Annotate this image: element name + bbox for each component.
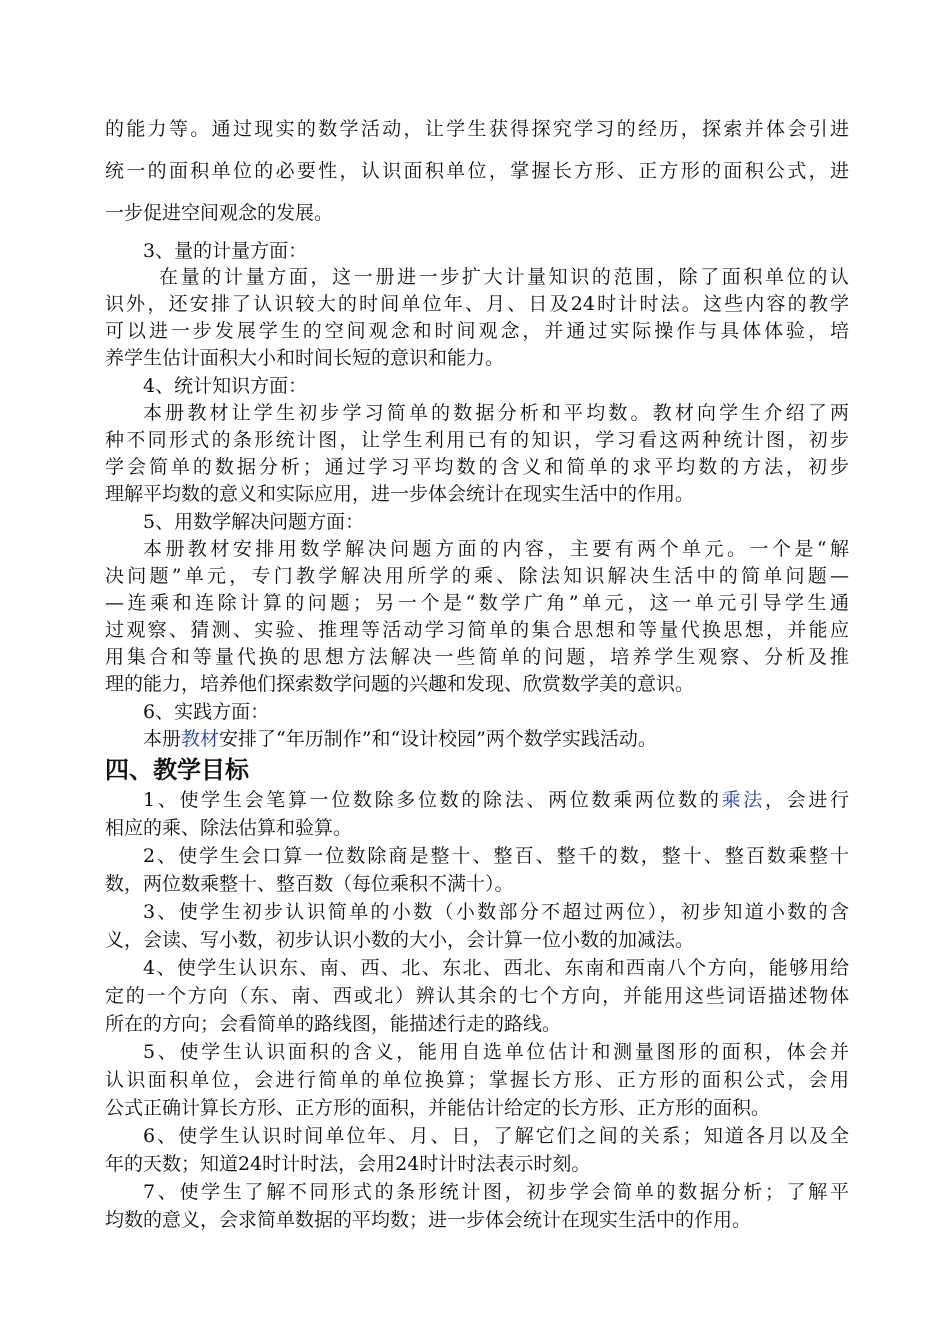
section-heading-teaching-goals: 四、教学目标 <box>105 756 249 784</box>
goal-6-line-2: 年的天数；知道24时计时法，会用24时计时法表示时刻。 <box>105 1153 591 1175</box>
goal-1-line-2: 相应的乘、除法估算和验算。 <box>105 817 353 839</box>
section-title-practice: 6、实践方面： <box>143 701 270 723</box>
goal-5-line-1: 5、使学生认识面积的含义，能用自选单位估计和测量图形的面积，体会并 <box>143 1041 849 1063</box>
goal-1-text-b: ，会进行 <box>764 789 849 811</box>
textbook-link[interactable]: 教材 <box>181 728 220 750</box>
statistics-line-4: 理解平均数的意义和实际应用，进一步体会统计在现实生活中的作用。 <box>105 483 695 505</box>
measure-line-3: 可以进一步发展学生的空间观念和时间观念，并通过实际操作与具体体验，培 <box>105 320 849 342</box>
intro-line-3: 一步促进空间观念的发展。 <box>105 202 334 224</box>
measure-line-1: 在量的计量方面，这一册进一步扩大计量知识的范围，除了面积单位的认 <box>159 266 849 288</box>
goal-4-line-2: 定的一个方向（东、南、西或北）辨认其余的七个方向，并能用这些词语描述物体 <box>105 985 849 1007</box>
goal-1-text-a: 1、使学生会笔算一位数除多位数的除法、两位数乘两位数的 <box>143 789 722 811</box>
goal-3-line-1: 3、使学生初步认识简单的小数（小数部分不超过两位），初步知道小数的含 <box>143 901 849 923</box>
section-title-problem-solving: 5、用数学解决问题方面： <box>143 511 365 533</box>
statistics-line-1: 本册教材让学生初步学习简单的数据分析和平均数。教材向学生介绍了两 <box>143 402 849 424</box>
goal-4-line-3: 所在的方向；会看简单的路线图，能描述行走的路线。 <box>105 1013 562 1035</box>
problem-solving-line-4: 过观察、猜测、实验、推理等活动学习简单的集合思想和等量代换思想，并能应 <box>105 619 849 641</box>
goal-7-line-2: 均数的意义，会求简单数据的平均数；进一步体会统计在现实生活中的作用。 <box>105 1209 752 1231</box>
goal-1-line-1 <box>143 787 849 813</box>
statistics-line-2: 种不同形式的条形统计图，让学生利用已有的知识，学习看这两种统计图，初步 <box>105 429 849 451</box>
problem-solving-line-6: 理的能力，培养他们探索数学问题的兴趣和发现、欣赏数学美的意识。 <box>105 673 695 695</box>
intro-line-2: 统一的面积单位的必要性，认识面积单位，掌握长方形、正方形的面积公式，进 <box>105 160 849 182</box>
measure-line-4: 养学生估计面积大小和时间长短的意识和能力。 <box>105 347 505 369</box>
goal-2-line-1: 2、使学生会口算一位数除商是整十、整百、整千的数，整十、整百数乘整十 <box>143 845 849 867</box>
intro-line-1: 的能力等。通过现实的数学活动，让学生获得探究学习的经历，探索并体会引进 <box>105 118 849 140</box>
practice-text-b: 安排了“年历制作”和“设计校园”两个数学实践活动。 <box>219 728 657 750</box>
goal-7-line-1: 7、使学生了解不同形式的条形统计图，初步学会简单的数据分析；了解平 <box>143 1181 849 1203</box>
section-title-measure: 3、量的计量方面： <box>143 240 308 262</box>
problem-solving-line-3: —连乘和连除计算的问题；另一个是“数学广角”单元，这一单元引导学生通 <box>105 592 849 614</box>
practice-line-1 <box>143 726 849 752</box>
section-title-statistics: 4、统计知识方面： <box>143 375 308 397</box>
goal-3-line-2: 义，会读、写小数，初步认识小数的大小，会计算一位小数的加减法。 <box>105 929 695 951</box>
multiplication-link[interactable]: 乘法 <box>721 789 765 811</box>
measure-line-2: 识外，还安排了认识较大的时间单位年、月、日及24时计时法。这些内容的教学 <box>105 293 849 315</box>
goal-4-line-1: 4、使学生认识东、南、西、北、东北、西北、东南和西南八个方向，能够用给 <box>143 957 849 979</box>
problem-solving-line-2: 决问题”单元，专门教学解决用所学的乘、除法知识解决生活中的简单问题— <box>105 565 849 587</box>
problem-solving-line-5: 用集合和等量代换的思想方法解决一些简单的问题，培养学生观察、分析及推 <box>105 646 849 668</box>
statistics-line-3: 学会简单的数据分析；通过学习平均数的含义和简单的求平均数的方法，初步 <box>105 456 849 478</box>
problem-solving-line-1: 本册教材安排用数学解决问题方面的内容，主要有两个单元。一个是“解 <box>143 538 849 560</box>
goal-5-line-2: 认识面积单位，会进行简单的单位换算；掌握长方形、正方形的面积公式，会用 <box>105 1069 849 1091</box>
practice-text-a: 本册 <box>143 728 182 750</box>
goal-2-line-2: 数，两位数乘整十、整百数（每位乘积不满十）。 <box>105 873 514 895</box>
goal-5-line-3: 公式正确计算长方形、正方形的面积，并能估计给定的长方形、正方形的面积。 <box>105 1097 771 1119</box>
goal-6-line-1: 6、使学生认识时间单位年、月、日，了解它们之间的关系；知道各月以及全 <box>143 1125 849 1147</box>
